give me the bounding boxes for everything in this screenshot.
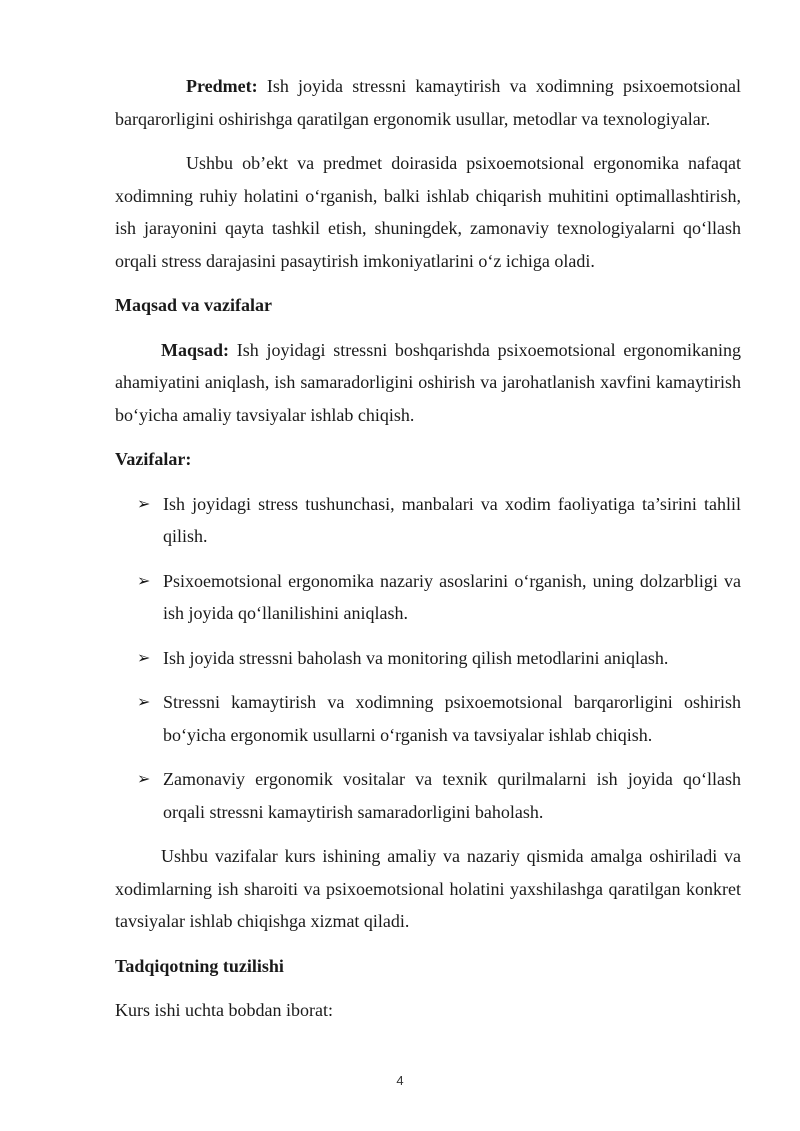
- tasks-summary-paragraph: Ushbu vazifalar kurs ishining amaliy va nazariy qismida amalga oshiriladi va xodimlarning ish sharoiti va psixoemotsional holatini yaxshilashga qaratilgan konkret tavsiyalar ishlab chiqishga xizmat qiladi.: [115, 846, 741, 931]
- list-item: [115, 686, 741, 751]
- heading-goals: Maqsad va vazifalar: [115, 295, 272, 315]
- page-body: [115, 70, 741, 1039]
- maqsad-label: Maqsad:: [161, 339, 230, 360]
- predmet-label: Predmet:: [186, 76, 258, 96]
- arrow-bullet-icon: ➢: [137, 692, 151, 711]
- arrow-bullet-icon: ➢: [137, 769, 151, 788]
- task-text: Ish joyida stressni baholash va monitoring qilish metodlarini aniqlash.: [163, 647, 669, 668]
- list-item: [115, 763, 741, 828]
- predmet-text: Ish joyida stressni kamaytirish va xodimning psixoemotsional barqarorligini oshirishga qaratilgan ergonomik usullar, metodlar va texnologiyalar.: [115, 76, 741, 129]
- list-item: [115, 488, 741, 553]
- task-text: Stressni kamaytirish va xodimning psixoemotsional barqarorligini oshirish bo‘yicha ergonomik usullarni o‘rganish va tavsiyalar ishlab chiqish.: [163, 692, 741, 745]
- page-number: 4: [396, 1073, 404, 1088]
- task-text: Zamonaviy ergonomik vositalar va texnik qurilmalarni ish joyida qo‘llash orqali stressni kamaytirish samaradorligini baholash.: [163, 769, 741, 822]
- predmet-paragraph: [115, 70, 741, 135]
- heading-structure: Tadqiqotning tuzilishi: [115, 955, 284, 976]
- arrow-bullet-icon: ➢: [137, 570, 151, 590]
- tasks-heading: Vazifalar:: [115, 449, 192, 469]
- list-item: [115, 642, 741, 675]
- arrow-bullet-icon: ➢: [137, 493, 151, 513]
- maqsad-text: Ish joyidagi stressni boshqarishda psixoemotsional ergonomikaning ahamiyatini aniqlash, ish samaradorligini oshirish va jarohatlanish xavfini kamaytirish bo‘yicha amaliy tavsiyalar ishlab chiqish.: [115, 339, 742, 425]
- arrow-bullet-icon: ➢: [137, 647, 151, 667]
- tasks-list: [115, 488, 741, 829]
- maqsad-paragraph: [115, 334, 741, 432]
- list-item: [115, 565, 741, 630]
- structure-intro: Kurs ishi uchta bobdan iborat:: [115, 1000, 333, 1020]
- task-text: Psixoemotsional ergonomika nazariy asoslarini o‘rganish, uning dolzarbligi va ish joyida qo‘llanilishini aniqlash.: [163, 570, 741, 623]
- object-paragraph: Ushbu ob’ekt va predmet doirasida psixoemotsional ergonomika nafaqat xodimning ruhiy holatini o‘rganish, balki ishlab chiqarish muhitini optimallashtirish, ish jarayonini qayta tashkil etish, shuningdek, zamonaviy texnologiyalarni qo‘llash orqali stress darajasini pasaytirish imkoniyatlarini o‘z ichiga oladi.: [115, 153, 741, 271]
- task-text: Ish joyidagi stress tushunchasi, manbalari va xodim faoliyatiga ta’sirini tahlil qilish.: [163, 493, 741, 546]
